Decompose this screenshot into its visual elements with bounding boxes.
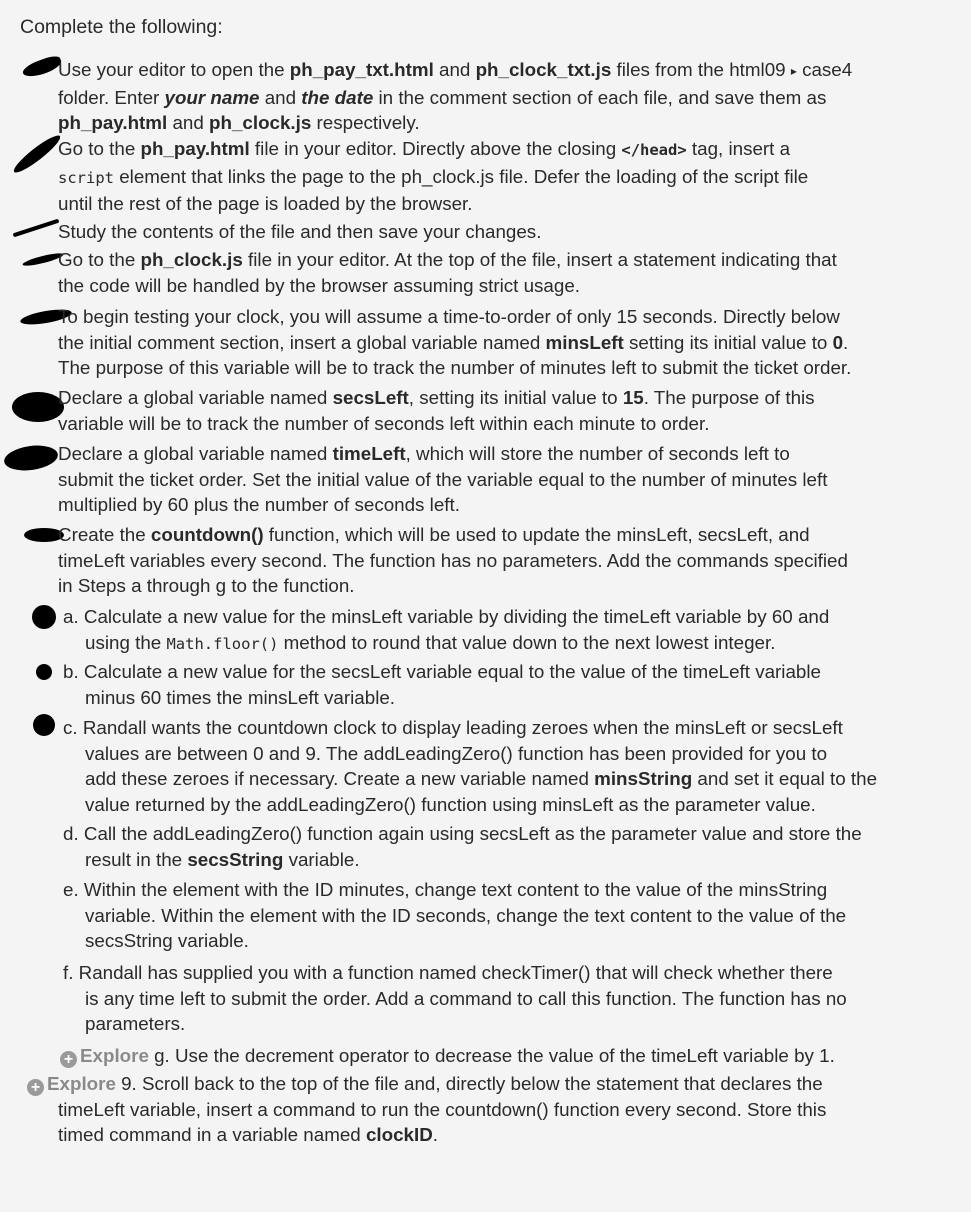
substep-a: a. Calculate a new value for the minsLeft variable by dividing the timeLeft variable by 60 and using the Math.floor() method to round that value down to the next lowest integer. <box>63 606 830 653</box>
scribble-mark-9 <box>32 605 56 629</box>
scribble-mark-2 <box>10 131 63 176</box>
substep-b: b. Calculate a new value for the secsLeft variable equal to the value of the timeLeft variable minus 60 times the minsLeft variable. <box>63 661 821 708</box>
scribble-mark-11 <box>33 714 55 736</box>
scribble-mark-10 <box>36 664 52 680</box>
step-1: Use your editor to open the ph_pay_txt.html and ph_clock_txt.js files from the html09 ▸ case4 folder. Enter your name and the date in the comment section of each file, and save them as ph_pay.html and ph_clock.js respectively. <box>58 59 853 133</box>
substep-c: c. Randall wants the countdown clock to display leading zeroes when the minsLeft or secsLeft values are between 0 and 9. The addLeadingZero() function has been provided for you to add these zeroes if necessary. Create a new variable named minsString and set it equal to the value returned by the addLeadingZero() function using minsLeft as the parameter value. <box>63 717 878 815</box>
step-9: + Explore 9. Scroll back to the top of the file and, directly below the statement that declares the timeLeft variable, insert a command to run the countdown() function every second. Store this timed command in a variable named clockID. <box>27 1071 826 1148</box>
substep-g: + Explore g. Use the decrement operator to decrease the value of the timeLeft variable by 1. <box>60 1043 835 1069</box>
step-8: Create the countdown() function, which will be used to update the minsLeft, secsLeft, and timeLeft variables every second. The function has no parameters. Add the commands specified in Steps a through g to the function. <box>58 524 848 596</box>
arrow-icon: ▸ <box>790 64 797 78</box>
scribble-mark-7 <box>3 442 60 473</box>
plus-circle-icon: + <box>60 1051 77 1068</box>
step-3: Study the contents of the file and then save your changes. <box>58 221 542 242</box>
step-7: Declare a global variable named timeLeft, which will store the number of seconds left to submit the ticket order. Set the initial value of the variable equal to the number of minutes left multiplied by 60 plus the number of seconds left. <box>58 443 828 515</box>
scribble-mark-3 <box>13 219 60 238</box>
step-5: To begin testing your clock, you will assume a time-to-order of only 15 seconds. Directly below the initial comment section, insert a global variable named minsLeft setting its initial value to 0. The purpose of this variable will be to track the number of minutes left to submit the ticket order. <box>58 306 852 378</box>
page-heading: Complete the following: <box>20 16 223 38</box>
scribble-mark-6 <box>12 392 64 422</box>
substep-e: e. Within the element with the ID minutes, change text content to the value of the minsString variable. Within the element with the ID seconds, change the text content to the value of the secsString variable. <box>63 879 847 951</box>
step-2: Go to the ph_pay.html file in your editor. Directly above the closing </head> tag, insert a script element that links the page to the ph_clock.js file. Defer the loading of the script file until the rest of the page is loaded by the browser. <box>58 138 809 214</box>
substep-d: d. Call the addLeadingZero() function again using secsLeft as the parameter value and store the result in the secsString variable. <box>63 823 862 870</box>
step-6: Declare a global variable named secsLeft, setting its initial value to 15. The purpose of this variable will be to track the number of seconds left within each minute to order. <box>58 387 815 434</box>
step-4: Go to the ph_clock.js file in your editor. At the top of the file, insert a statement indicating that the code will be handled by the browser assuming strict usage. <box>58 249 837 296</box>
plus-circle-icon: + <box>27 1079 44 1096</box>
scribble-mark-1 <box>21 54 63 81</box>
substep-f: f. Randall has supplied you with a function named checkTimer() that will check whether there is any time left to submit the order. Add a command to call this function. The function has no parameters. <box>63 962 847 1034</box>
